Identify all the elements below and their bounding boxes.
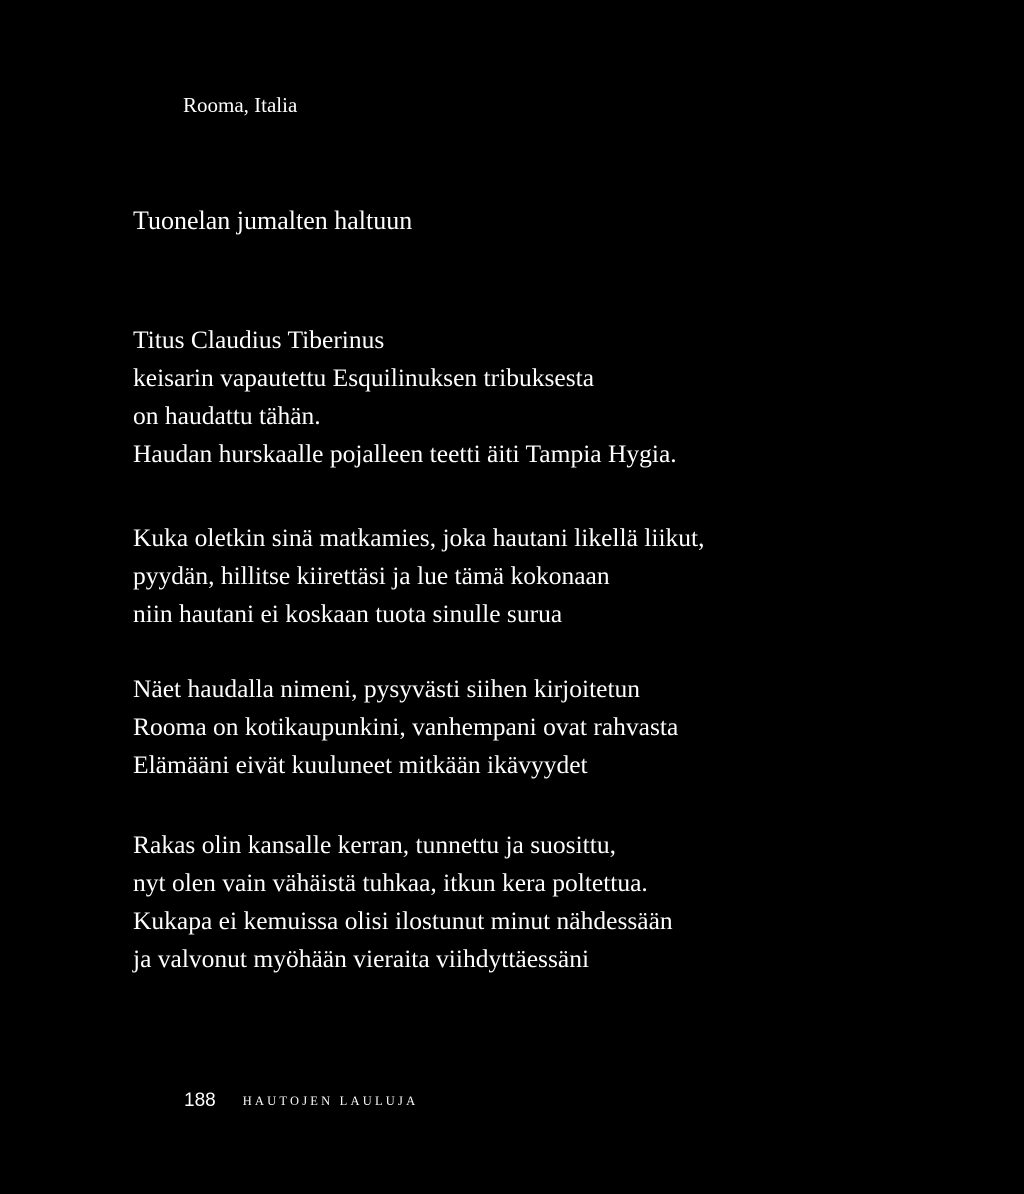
poem-line: pyydän, hillitse kiirettäsi ja lue tämä kokonaan bbox=[133, 561, 610, 590]
poem-line: Näet haudalla nimeni, pysyvästi siihen kirjoitetun bbox=[133, 674, 641, 703]
stanza-2 bbox=[133, 519, 705, 633]
poem-line: Kukapa ei kemuissa olisi ilostunut minut nähdessään bbox=[133, 906, 673, 935]
poem-line: Titus Claudius Tiberinus bbox=[133, 325, 385, 354]
stanza-1 bbox=[133, 321, 677, 473]
page-number: 188 bbox=[184, 1090, 216, 1111]
stanza-3 bbox=[133, 670, 678, 784]
poem-line: keisarin vapautettu Esquilinuksen tribuksesta bbox=[133, 363, 595, 392]
poem-line: Haudan hurskaalle pojalleen teetti äiti Tampia Hygia. bbox=[133, 439, 677, 468]
poem-line: on haudattu tähän. bbox=[133, 401, 321, 430]
page-footer bbox=[184, 1088, 418, 1114]
poem-line: Rakas olin kansalle kerran, tunnettu ja suosittu, bbox=[133, 830, 616, 859]
poem-line: niin hautani ei koskaan tuota sinulle surua bbox=[133, 599, 563, 628]
poem-line: Elämääni eivät kuuluneet mitkään ikävyydet bbox=[133, 750, 588, 779]
poem-line: Rooma on kotikaupunkini, vanhempani ovat rahvasta bbox=[133, 712, 679, 741]
poem-line: nyt olen vain vähäistä tuhkaa, itkun kera poltettua. bbox=[133, 868, 648, 897]
poem-title: Tuonelan jumalten haltuun bbox=[133, 206, 413, 235]
poem-line: Kuka oletkin sinä matkamies, joka hautani likellä liikut, bbox=[133, 523, 705, 552]
poem-line: ja valvonut myöhään vieraita viihdyttäessäni bbox=[133, 944, 590, 973]
location-heading: Rooma, Italia bbox=[183, 93, 298, 117]
running-title: HAUTOJEN LAULUJA bbox=[242, 1093, 419, 1108]
stanza-4 bbox=[133, 826, 673, 978]
